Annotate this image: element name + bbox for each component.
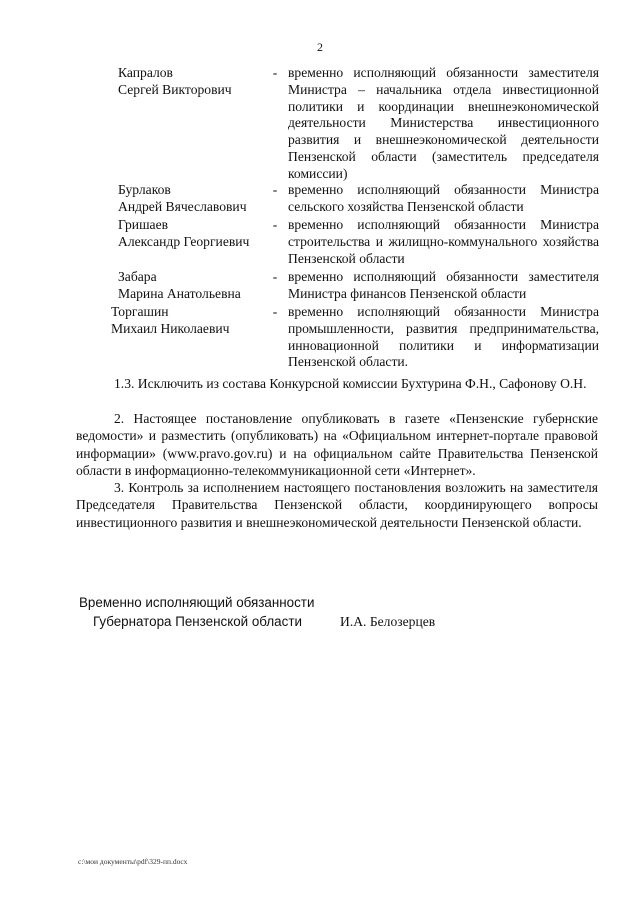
member-surname: Забара (118, 269, 157, 284)
member-role: временно исполняющий обязанности заместителя Министра финансов Пензенской области (288, 269, 599, 301)
member-name (118, 269, 268, 303)
signature-title-line2: Губернатора Пензенской области (93, 614, 302, 629)
member-given-names: Михаил Николаевич (111, 320, 230, 336)
member-dash: - (272, 269, 278, 284)
paragraph-2-publication: 2. Настоящее постановление опубликовать в газете «Пензенские губернские ведомости» и разместить (опубликовать) на «Официальном интернет-портале правовой информации» (www.pravo.gov.ru) и на официальном сайте Правительства Пензенской области в информационно-телекоммуникационной сети «Интернет». (76, 411, 598, 479)
member-dash: - (272, 65, 278, 80)
paragraph-3-control: 3. Контроль за исполнением настоящего постановления возложить на заместителя Председателя Правительства Пензенской области, координирующего вопросы инвестиционного развития и внешнеэкономической деятельности Пензенской области. (76, 480, 598, 530)
member-given-names: Андрей Вячеславович (118, 198, 247, 214)
member-given-names: Сергей Викторович (118, 81, 232, 97)
footer-file-path: c:\мои документы\pdf\329-пп.docx (78, 857, 188, 866)
member-given-names: Александр Георгиевич (118, 233, 250, 249)
member-surname: Бурлаков (118, 182, 171, 197)
signature-title-line1: Временно исполняющий обязанности (79, 595, 315, 610)
member-name (118, 65, 268, 99)
member-given-names: Марина Анатольевна (118, 285, 241, 301)
member-surname: Торгашин (111, 304, 169, 319)
page-number: 2 (317, 40, 323, 54)
member-surname: Капралов (118, 65, 173, 80)
member-name (111, 304, 261, 338)
signature-name: И.А. Белозерцев (340, 614, 436, 629)
member-dash: - (272, 304, 278, 319)
member-role: временно исполняющий обязанности Министра строительства и жилищно-коммунального хозяйства Пензенской области (288, 217, 599, 266)
paragraph-1-3-exclusion: 1.3. Исключить из состава Конкурсной комиссии Бухтурина Ф.Н., Сафонову О.Н. (114, 376, 587, 391)
member-role: временно исполняющий обязанности Министра сельского хозяйства Пензенской области (288, 182, 599, 214)
member-dash: - (272, 182, 278, 197)
member-role: временно исполняющий обязанности Министра промышленности, развития предпринимательства, инновационной политики и информатизации Пензенской области. (288, 304, 599, 370)
member-name (118, 182, 268, 216)
member-name (118, 217, 268, 251)
member-dash: - (272, 217, 278, 232)
member-surname: Гришаев (118, 217, 169, 232)
member-role: временно исполняющий обязанности заместителя Министра – начальника отдела инвестиционной политики и координации внешнеэкономической деятельности Министерства инвестиционного развития и внешнеэкономической деятельности Пензенской области (заместитель председателя комиссии) (288, 65, 599, 181)
